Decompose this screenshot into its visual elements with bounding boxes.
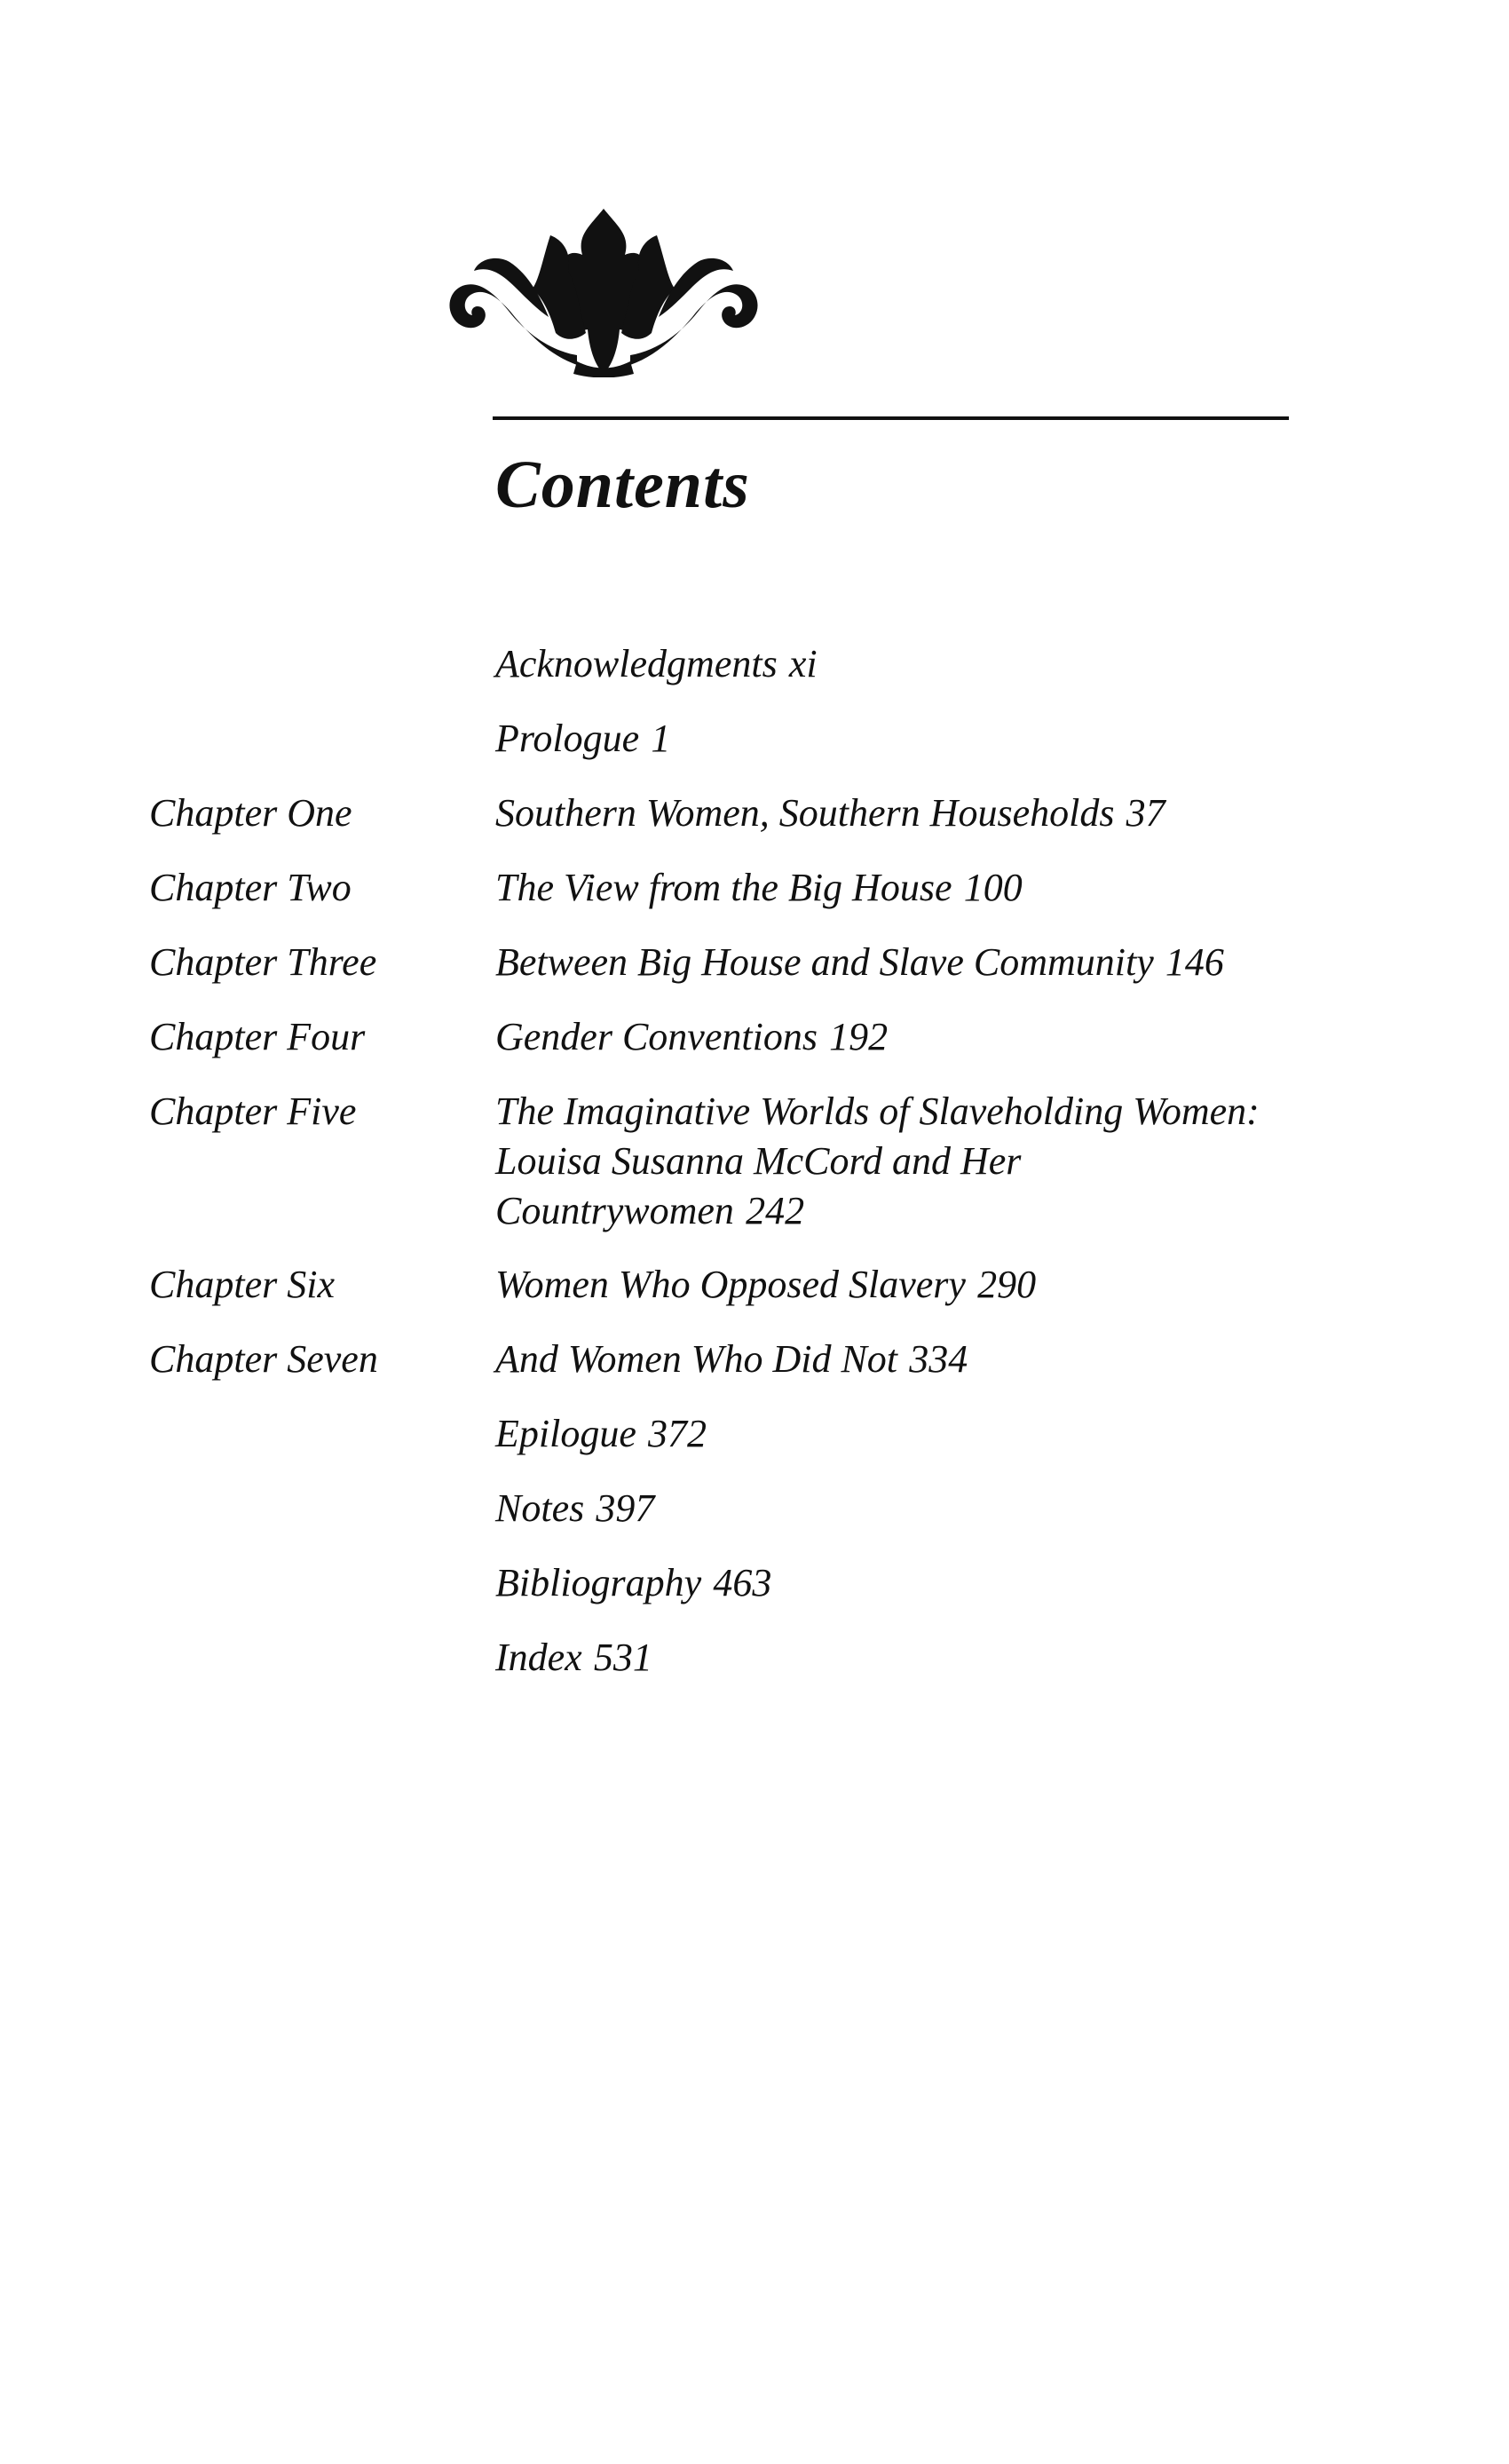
toc-entry-title: Acknowledgments — [495, 642, 778, 685]
toc-entry-title: Between Big House and Slave Community — [495, 940, 1154, 984]
toc-entry-page: 334 — [909, 1337, 968, 1381]
toc-row-acknowledgments — [0, 639, 1509, 714]
chapter-label: Chapter Six — [149, 1263, 335, 1306]
toc-entry-page: 1 — [651, 717, 671, 760]
toc-entry-title: And Women Who Did Not — [495, 1337, 898, 1381]
toc-row-prologue — [0, 714, 1509, 788]
toc-row-chapter-three — [0, 938, 1509, 1012]
toc-entry-page: xi — [788, 642, 818, 685]
chapter-label: Chapter Two — [149, 866, 352, 909]
toc-entry-title: Women Who Opposed Slavery — [495, 1263, 966, 1306]
toc-entry-title: The Imaginative Worlds of Slaveholding Women: Louisa Susanna McCord and Her Countrywomen — [495, 1089, 1260, 1232]
toc-entry — [495, 788, 1276, 838]
chapter-label: Chapter Three — [149, 940, 377, 984]
toc-entry-page: 192 — [829, 1015, 889, 1058]
chapter-label: Chapter Seven — [149, 1337, 378, 1381]
toc-entry-page: 290 — [977, 1263, 1037, 1306]
toc-entry-title: Southern Women, Southern Households — [495, 791, 1115, 835]
toc-entry — [495, 1484, 1276, 1533]
toc-entry-title: Bibliography — [495, 1561, 702, 1604]
toc-row-notes — [0, 1484, 1509, 1558]
chapter-label: Chapter Four — [149, 1015, 366, 1058]
toc-entry — [495, 938, 1276, 987]
toc-entry-page: 463 — [713, 1561, 772, 1604]
toc-entry-page: 372 — [648, 1412, 707, 1455]
toc-row-chapter-seven — [0, 1335, 1509, 1409]
toc-entry — [495, 1260, 1276, 1310]
toc-row-chapter-one — [0, 788, 1509, 863]
toc-row-bibliography — [0, 1558, 1509, 1633]
page-title: Contents — [495, 448, 750, 522]
chapter-label: Chapter Five — [149, 1089, 357, 1133]
toc-entry-page: 146 — [1165, 940, 1224, 984]
toc-row-chapter-five — [0, 1087, 1509, 1260]
toc-entry-page: 531 — [593, 1636, 652, 1679]
toc-entry-title: Epilogue — [495, 1412, 636, 1455]
toc-row-chapter-six — [0, 1260, 1509, 1335]
toc-entry-title: Prologue — [495, 717, 640, 760]
toc-entry — [495, 1409, 1276, 1459]
toc-entry — [495, 714, 1276, 764]
toc-entry-title: The View from the Big House — [495, 866, 952, 909]
toc-entry — [495, 1087, 1276, 1236]
toc-entry — [495, 1558, 1276, 1608]
toc-entry-page: 37 — [1126, 791, 1165, 835]
toc-row-index — [0, 1633, 1509, 1707]
toc-entry — [495, 1335, 1276, 1384]
toc-entry-page: 100 — [963, 866, 1023, 909]
toc-entry — [495, 1633, 1276, 1683]
acanthus-leaf-ornament-icon — [444, 200, 763, 377]
table-of-contents — [0, 639, 1509, 1707]
toc-row-chapter-four — [0, 1012, 1509, 1087]
toc-entry-page: 397 — [596, 1486, 655, 1530]
chapter-label: Chapter One — [149, 791, 352, 835]
toc-entry-title: Gender Conventions — [495, 1015, 818, 1058]
toc-entry — [495, 1012, 1276, 1062]
toc-row-epilogue — [0, 1409, 1509, 1484]
toc-row-chapter-two — [0, 863, 1509, 938]
toc-entry — [495, 639, 1276, 689]
toc-entry — [495, 863, 1276, 913]
toc-entry-title: Index — [495, 1636, 582, 1679]
title-rule — [493, 416, 1289, 420]
toc-entry-title: Notes — [495, 1486, 585, 1530]
toc-entry-page: 242 — [746, 1189, 805, 1232]
